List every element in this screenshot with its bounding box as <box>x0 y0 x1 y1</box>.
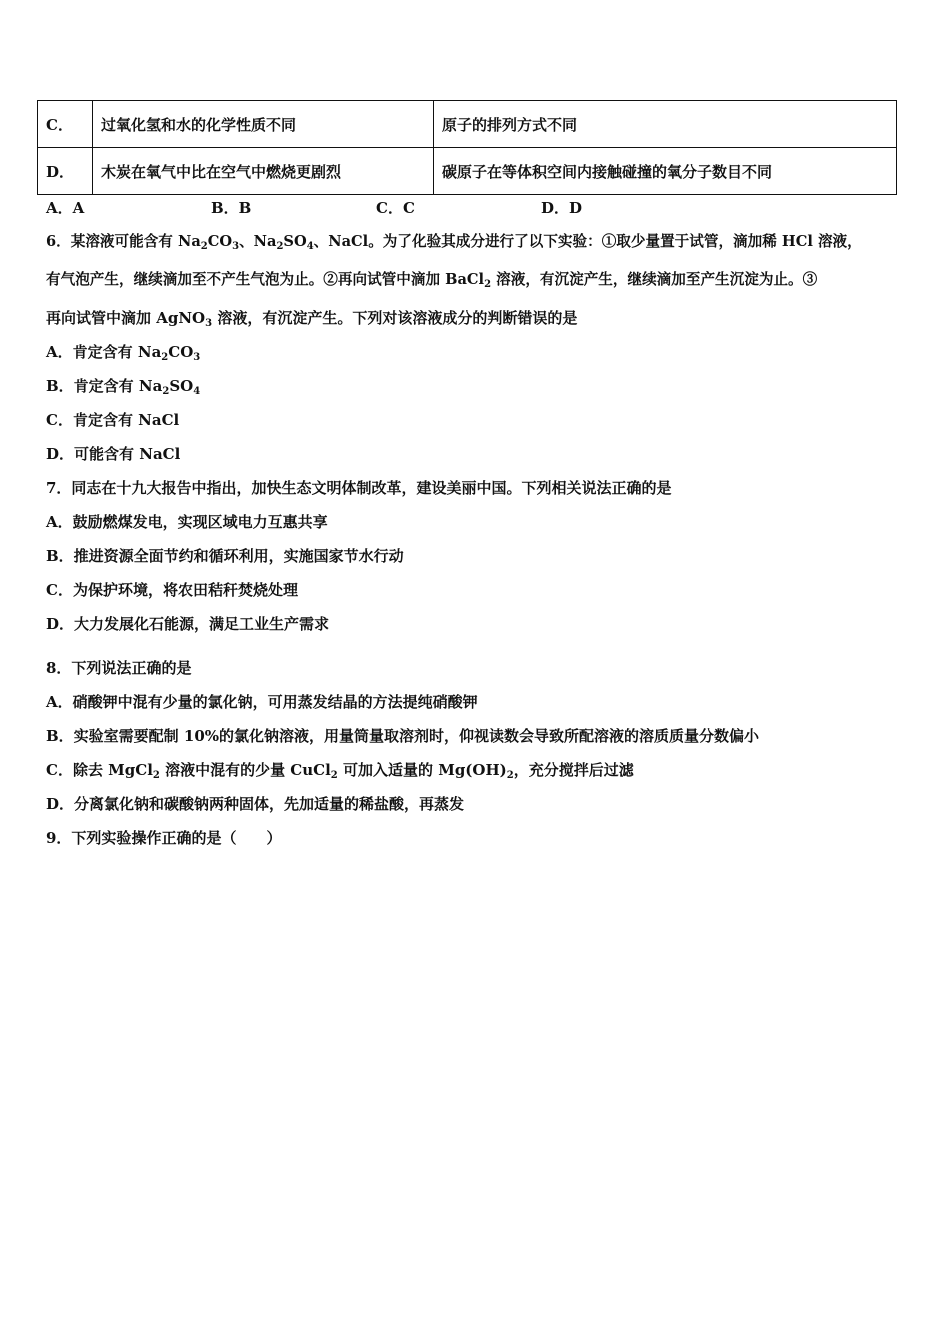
q6-option-a: A．肯定含有 $Na_2CO_3$ <box>46 343 201 363</box>
question-table <box>37 100 897 195</box>
row-label: C． <box>38 101 93 148</box>
q7-option-b: B．推进资源全面节约和循环利用，实施国家节水行动 <box>46 547 404 565</box>
q7-option-d: D．大力发展化石能源，满足工业生产需求 <box>46 615 330 633</box>
row-fact: 过氧化氢和水的化学性质不同 <box>93 101 434 148</box>
option-c: C．C <box>376 199 415 217</box>
q5-options <box>46 198 706 218</box>
q7-stem: 7．同志在十九大报告中指出，加快生态文明体制改革，建设美丽中国。下列相关说法正确的是 <box>46 479 672 497</box>
q9-stem: 9．下列实验操作正确的是（ ） <box>46 829 282 847</box>
q6-option-d: D．可能含有 NaCl <box>46 445 181 463</box>
table-row <box>38 148 897 195</box>
row-explanation: 原子的排列方式不同 <box>434 101 897 148</box>
option-a: A．A <box>46 199 85 217</box>
q8-option-b: B．实验室需要配制 10%的氯化钠溶液，用量筒量取溶剂时，仰视读数会导致所配溶液的溶质质量分数偏小 <box>46 727 760 745</box>
q6-option-c: C．肯定含有 NaCl <box>46 411 180 429</box>
q6-stem-line1: 6．某溶液可能含有 $Na_2CO_3$、$Na_2SO_4$、NaCl。为了化验其成分进行了以下实验：①取少量置于试管，滴加稀 HCl 溶液， <box>46 233 862 252</box>
q6-stem-line2: 有气泡产生，继续滴加至不产生气泡为止。②再向试管中滴加 BaCl$_2$ 溶液，有沉淀产生，继续滴加至产生沉淀为止。③ <box>46 271 818 290</box>
q7-option-a: A．鼓励燃煤发电，实现区域电力互惠共享 <box>46 513 328 531</box>
option-b: B．B <box>211 199 252 217</box>
q7-option-c: C．为保护环境，将农田秸秆焚烧处理 <box>46 581 298 599</box>
q8-option-d: D．分离氯化钠和碳酸钠两种固体，先加适量的稀盐酸，再蒸发 <box>46 795 465 813</box>
option-d: D．D <box>541 199 583 217</box>
q6-option-b: B．肯定含有 $Na_2SO_4$ <box>46 377 201 397</box>
q8-stem: 8．下列说法正确的是 <box>46 659 192 677</box>
table-row <box>38 101 897 148</box>
q8-option-c: C．除去 MgCl$_2$ 溶液中混有的少量 CuCl$_2$ 可加入适量的 $Mg(OH)_2$，充分搅拌后过滤 <box>46 761 634 781</box>
row-label: D． <box>38 148 93 195</box>
row-fact: 木炭在氧气中比在空气中燃烧更剧烈 <box>93 148 434 195</box>
q6-stem-line3: 再向试管中滴加 AgNO$_3$ 溶液，有沉淀产生。下列对该溶液成分的判断错误的是 <box>46 309 578 329</box>
row-explanation: 碳原子在等体积空间内接触碰撞的氧分子数目不同 <box>434 148 897 195</box>
q8-option-a: A．硝酸钾中混有少量的氯化钠，可用蒸发结晶的方法提纯硝酸钾 <box>46 693 478 711</box>
